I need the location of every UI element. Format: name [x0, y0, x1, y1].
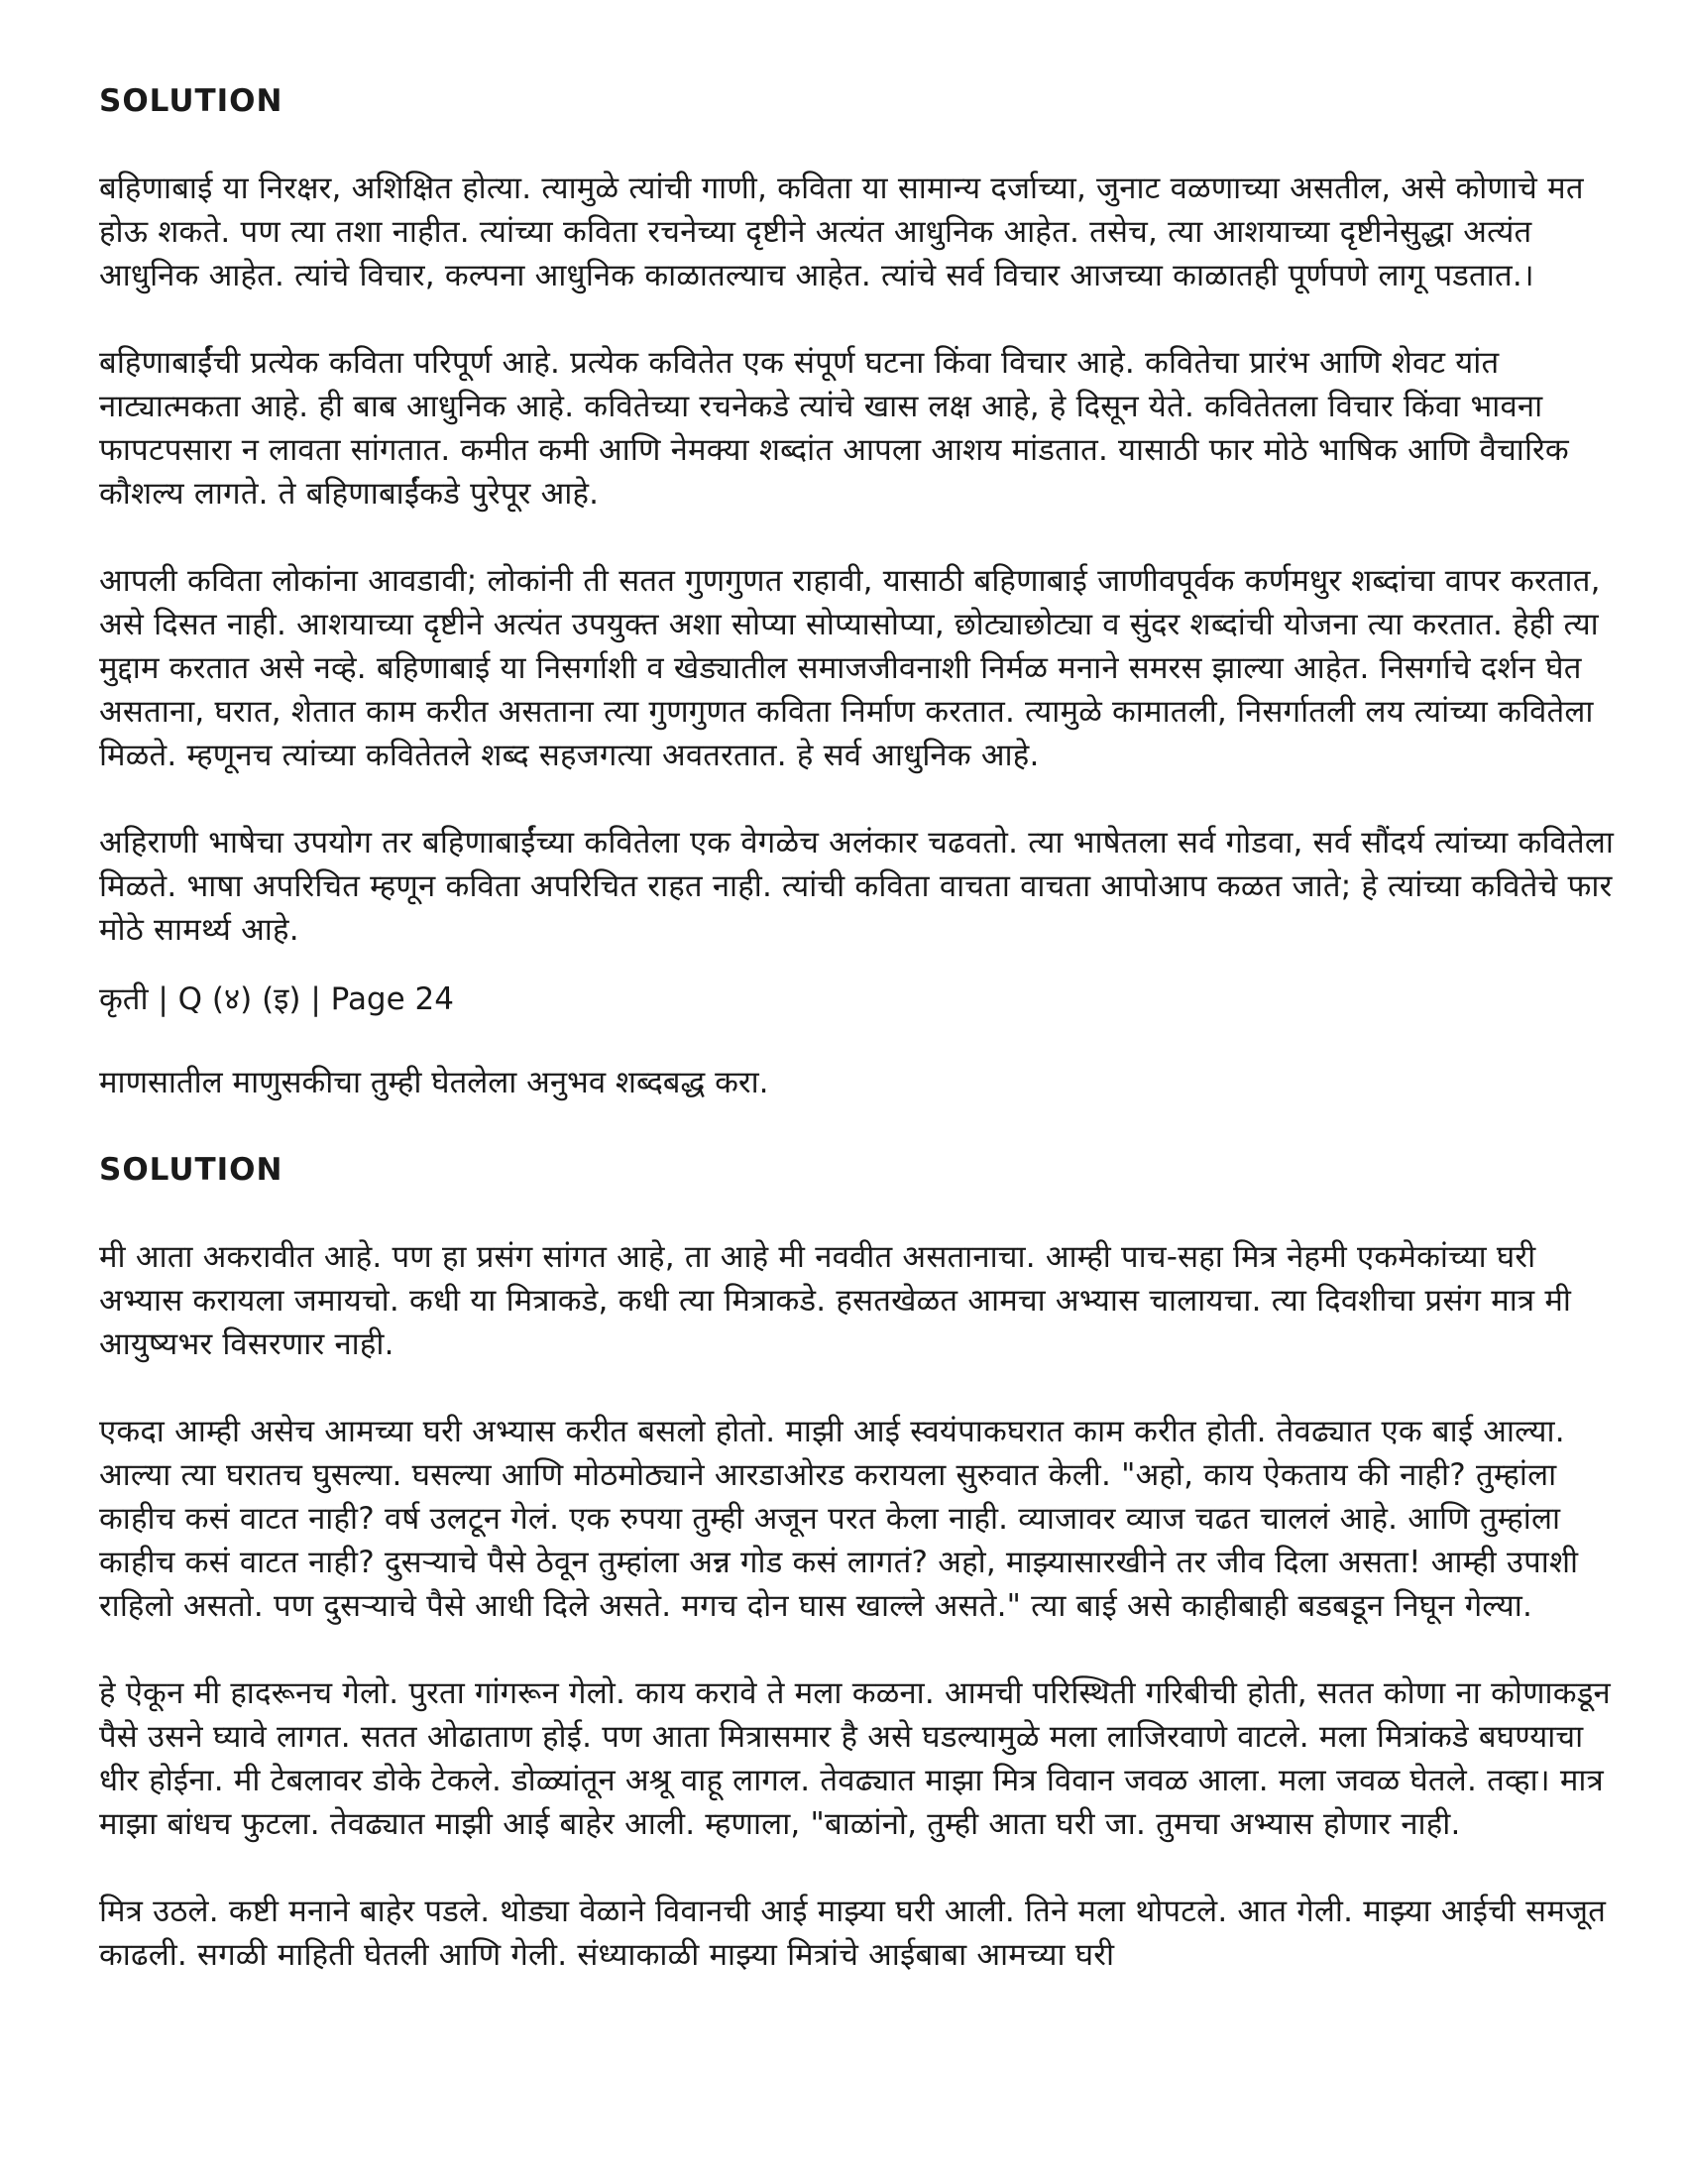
document-page	[99, 81, 1626, 2020]
solution-paragraph: बहिणाबाई या निरक्षर, अशिक्षित होत्या. त्यामुळे त्यांची गाणी, कविता या सामान्य दर्जाच्या, जुनाट वळणाच्या असतील, असे कोणाचे मत होऊ शकते. पण त्या तशा नाहीत. त्यांच्या कविता रचनेच्या दृष्टीने अत्यंत आधुनिक आहेत. तसेच, त्या आशयाच्या दृष्टीनेसुद्धा अत्यंत आधुनिक आहेत. त्यांचे विचार, कल्पना आधुनिक काळातल्याच आहेत. त्यांचे सर्व विचार आजच्या काळातही पूर्णपणे लागू पडतात.।	[99, 171, 1584, 293]
solution-heading: SOLUTION	[99, 1152, 283, 1188]
solution-paragraph: अहिराणी भाषेचा उपयोग तर बहिणाबाईंच्या कवितेला एक वेगळेच अलंकार चढवतो. त्या भाषेतला सर्व गोडवा, सर्व सौंदर्य त्यांच्या कवितेला मिळते. भाषा अपरिचित म्हणून कविता अपरिचित राहत नाही. त्यांची कविता वाचता वाचता आपोआप कळत जाते; हे त्यांच्या कवितेचे फार मोठे सामर्थ्य आहे.	[99, 825, 1615, 948]
solution-paragraph: मित्र उठले. कष्टी मनाने बाहेर पडले. थोड्या वेळाने विवानची आई माझ्या घरी आली. तिने मला थोपटले. आत गेली. माझ्या आईची समजूत काढली. सगळी माहिती घेतली आणि गेली. संध्याकाळी माझ्या मित्रांचे आईबाबा आमच्या घरी	[99, 1894, 1607, 1973]
solution-paragraph: हे ऐकून मी हादरूनच गेलो. पुरता गांगरून गेलो. काय करावे ते मला कळना. आमची परिस्थिती गरिबीची होती, सतत कोणा ना कोणाकडून पैसे उसने घ्यावे लागत. सतत ओढाताण होई. पण आता मित्रासमार है असे घडल्यामुळे मला लाजिरवाणे वाटले. मला मित्रांकडे बघण्याचा धीर होईना. मी टेबलावर डोके टेकले. डोळ्यांतून अश्रू वाहू लागल. तेवढ्यात माझा मित्र विवान जवळ आला. मला जवळ घेतले. तव्हा। मात्र माझा बांधच फुटला. तेवढ्यात माझी आई बाहेर आली. म्हणाला, "बाळांनो, तुम्ही आता घरी जा. तुमचा अभ्यास होणार नाही.	[99, 1675, 1611, 1842]
solution-paragraph: बहिणाबाईंची प्रत्येक कविता परिपूर्ण आहे. प्रत्येक कवितेत एक संपूर्ण घटना किंवा विचार आहे. कवितेचा प्रारंभ आणि शेवट यांत नाट्यात्मकता आहे. ही बाब आधुनिक आहे. कवितेच्या रचनेकडे त्यांचे खास लक्ष आहे, हे दिसून येते. कवितेतला विचार किंवा भावना फापटपसारा न लावता सांगतात. कमीत कमी आणि नेमक्या शब्दांत आपला आशय मांडतात. यासाठी फार मोठे भाषिक आणि वैचारिक कौशल्य लागते. ते बहिणाबाईंकडे पुरेपूर आहे.	[99, 345, 1569, 512]
solution-heading: SOLUTION	[99, 83, 283, 119]
question-reference: कृती | Q (४) (इ) | Page 24	[99, 981, 454, 1017]
solution-paragraph: मी आता अकरावीत आहे. पण हा प्रसंग सांगत आहे, ता आहे मी नववीत असतानाचा. आम्ही पाच-सहा मित्र नेहमी एकमेकांच्या घरी अभ्यास करायला जमायचो. कधी या मित्राकडे, कधी त्या मित्राकडे. हसतखेळत आमचा अभ्यास चालायचा. त्या दिवशीचा प्रसंग मात्र मी आयुष्यभर विसरणार नाही.	[99, 1239, 1572, 1362]
solution-paragraph: एकदा आम्ही असेच आमच्या घरी अभ्यास करीत बसलो होतो. माझी आई स्वयंपाकघरात काम करीत होती. तेवढ्यात एक बाई आल्या. आल्या त्या घरातच घुसल्या. घसल्या आणि मोठमोठ्याने आरडाओरड करायला सुरुवात केली. "अहो, काय ऐकताय की नाही? तुम्हांला काहीच कसं वाटत नाही? वर्ष उलटून गेलं. एक रुपया तुम्ही अजून परत केला नाही. व्याजावर व्याज चढत चाललं आहे. आणि तुम्हांला काहीच कसं वाटत नाही? दुसऱ्याचे पैसे ठेवून तुम्हांला अन्न गोड कसं लागतं? अहो, माझ्यासारखीने तर जीव दिला असता! आम्ही उपाशी राहिलो असतो. पण दुसऱ्याचे पैसे आधी दिले असते. मगच दोन घास खाल्ले असते." त्या बाई असे काहीबाही बडबडून निघून गेल्या.	[99, 1414, 1579, 1624]
question-text: माणसातील माणुसकीचा तुम्ही घेतलेला अनुभव शब्दबद्ध करा.	[99, 1065, 769, 1100]
solution-paragraph: आपली कविता लोकांना आवडावी; लोकांनी ती सतत गुणगुणत राहावी, यासाठी बहिणाबाई जाणीवपूर्वक कर्णमधुर शब्दांचा वापर करतात, असे दिसत नाही. आशयाच्या दृष्टीने अत्यंत उपयुक्त अशा सोप्या सोप्यासोप्या, छोट्याछोट्या व सुंदर शब्दांची योजना त्या करतात. हेही त्या मुद्दाम करतात असे नव्हे. बहिणाबाई या निसर्गाशी व खेड्यातील समाजजीवनाशी निर्मळ मनाने समरस झाल्या आहेत. निसर्गाचे दर्शन घेत असताना, घरात, शेतात काम करीत असताना त्या गुणगुणत कविता निर्माण करतात. त्यामुळे कामातली, निसर्गातली लय त्यांच्या कवितेला मिळते. म्हणूनच त्यांच्या कवितेतले शब्द सहजगत्या अवतरतात. हे सर्व आधुनिक आहे.	[99, 563, 1601, 773]
